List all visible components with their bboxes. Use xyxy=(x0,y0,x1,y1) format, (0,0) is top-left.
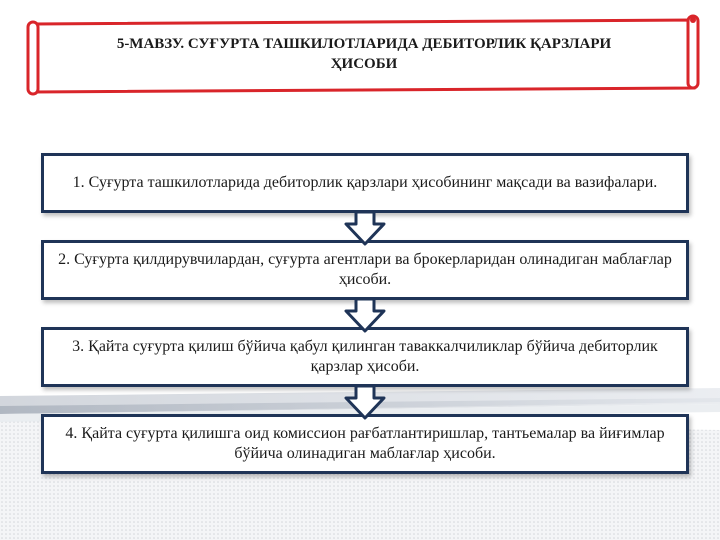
page-title-line2: ҲИСОБИ xyxy=(330,56,398,72)
step-text-4: 4. Қайта суғурта қилишга оид комиссион рағбатлантиришлар, тантьемалар ва йиғимлар бўйича олинадиган маблағлар ҳисоби. xyxy=(65,425,665,462)
topic-banner xyxy=(26,14,702,96)
down-arrow-icon xyxy=(343,210,387,246)
step-box-1 xyxy=(41,153,689,213)
step-text-3: 3. Қайта суғурта қилиш бўйича қабул қилинган таваккалчиликлар бўйича дебиторлик қарзлар ҳисоби. xyxy=(72,338,658,375)
down-arrow-icon xyxy=(343,384,387,420)
step-text-1: 1. Суғурта ташкилотларида дебиторлик қарзлари ҳисобининг мақсади ва вазифалари. xyxy=(72,174,658,191)
step-box-2 xyxy=(41,240,689,300)
step-box-3 xyxy=(41,327,689,387)
page-title-line1: 5-МАВЗУ. СУҒУРТА ТАШКИЛОТЛАРИДА ДЕБИТОРЛИК ҚАРЗЛАРИ xyxy=(116,36,612,52)
page-title xyxy=(56,34,672,74)
step-box-4 xyxy=(41,414,689,474)
step-text-2: 2. Суғурта қилдирувчилардан, суғурта агентлари ва брокерларидан олинадиган маблағлар ҳисоби. xyxy=(58,251,672,288)
down-arrow-icon xyxy=(343,297,387,333)
